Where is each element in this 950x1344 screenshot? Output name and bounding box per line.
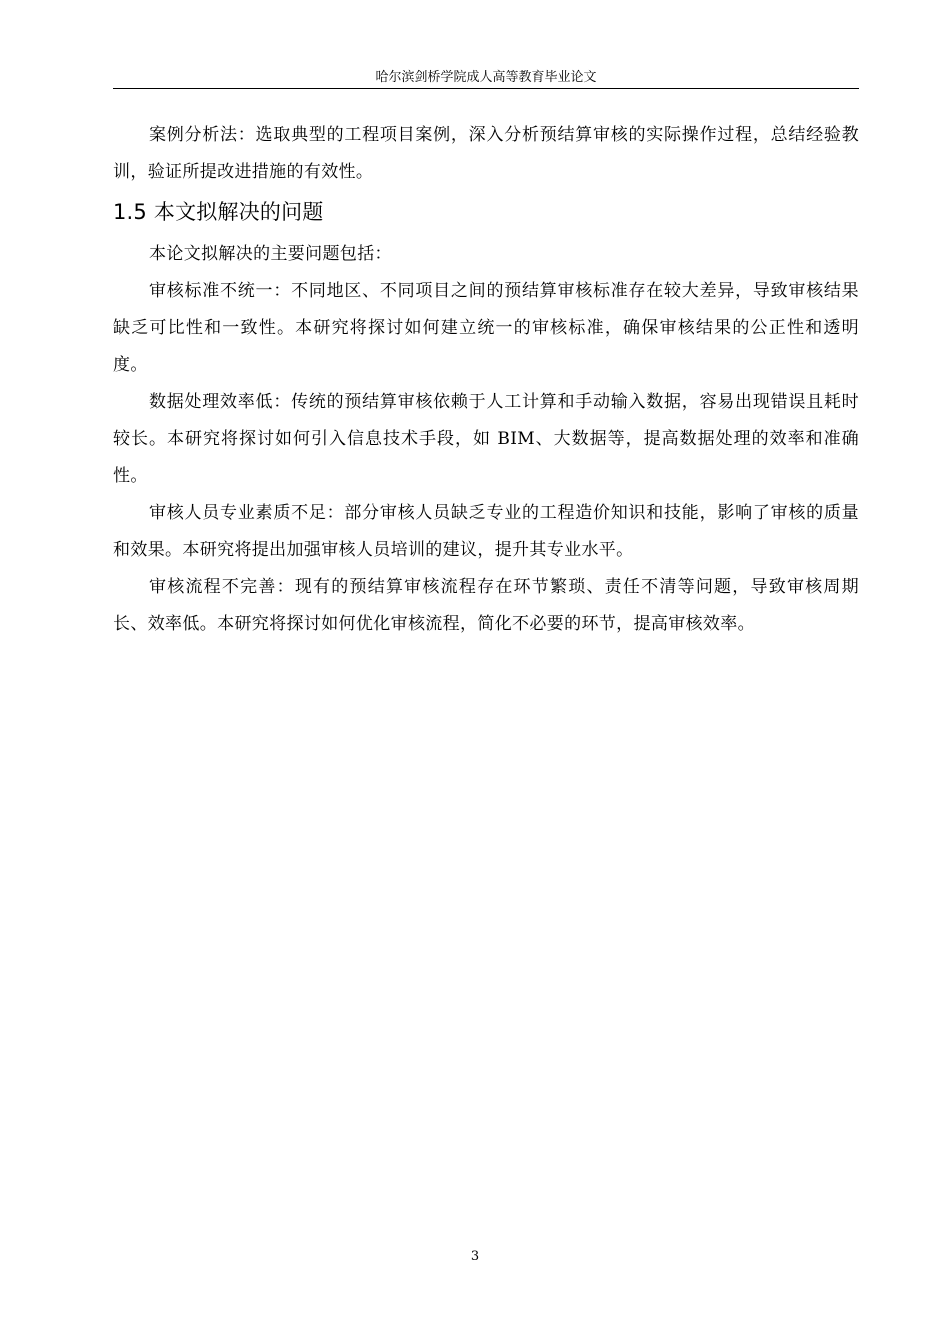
page-body bbox=[113, 117, 859, 643]
paragraph-process: 审核流程不完善：现有的预结算审核流程存在环节繁琐、责任不清等问题，导致审核周期长、效率低。本研究将探讨如何优化审核流程，简化不必要的环节，提高审核效率。 bbox=[113, 577, 859, 634]
paragraph-case-analysis: 案例分析法：选取典型的工程项目案例，深入分析预结算审核的实际操作过程，总结经验教训，验证所提改进措施的有效性。 bbox=[113, 125, 859, 182]
paragraph-standards: 审核标准不统一：不同地区、不同项目之间的预结算审核标准存在较大差异，导致审核结果缺乏可比性和一致性。本研究将探讨如何建立统一的审核标准，确保审核结果的公正性和透明度。 bbox=[113, 281, 859, 375]
running-header: 哈尔滨剑桥学院成人高等教育毕业论文 bbox=[375, 70, 597, 85]
paragraph-staff-quality: 审核人员专业素质不足：部分审核人员缺乏专业的工程造价知识和技能，影响了审核的质量和效果。本研究将提出加强审核人员培训的建议，提升其专业水平。 bbox=[113, 503, 859, 560]
paragraph-intro: 本论文拟解决的主要问题包括： bbox=[149, 244, 392, 264]
page-number: 3 bbox=[470, 1249, 480, 1264]
section-heading: 1.5 本文拟解决的问题 bbox=[113, 200, 324, 224]
header-rule bbox=[113, 88, 859, 89]
paragraph-data-efficiency: 数据处理效率低：传统的预结算审核依赖于人工计算和手动输入数据，容易出现错误且耗时较长。本研究将探讨如何引入信息技术手段，如 BIM、大数据等，提高数据处理的效率和准确性。 bbox=[113, 392, 859, 486]
